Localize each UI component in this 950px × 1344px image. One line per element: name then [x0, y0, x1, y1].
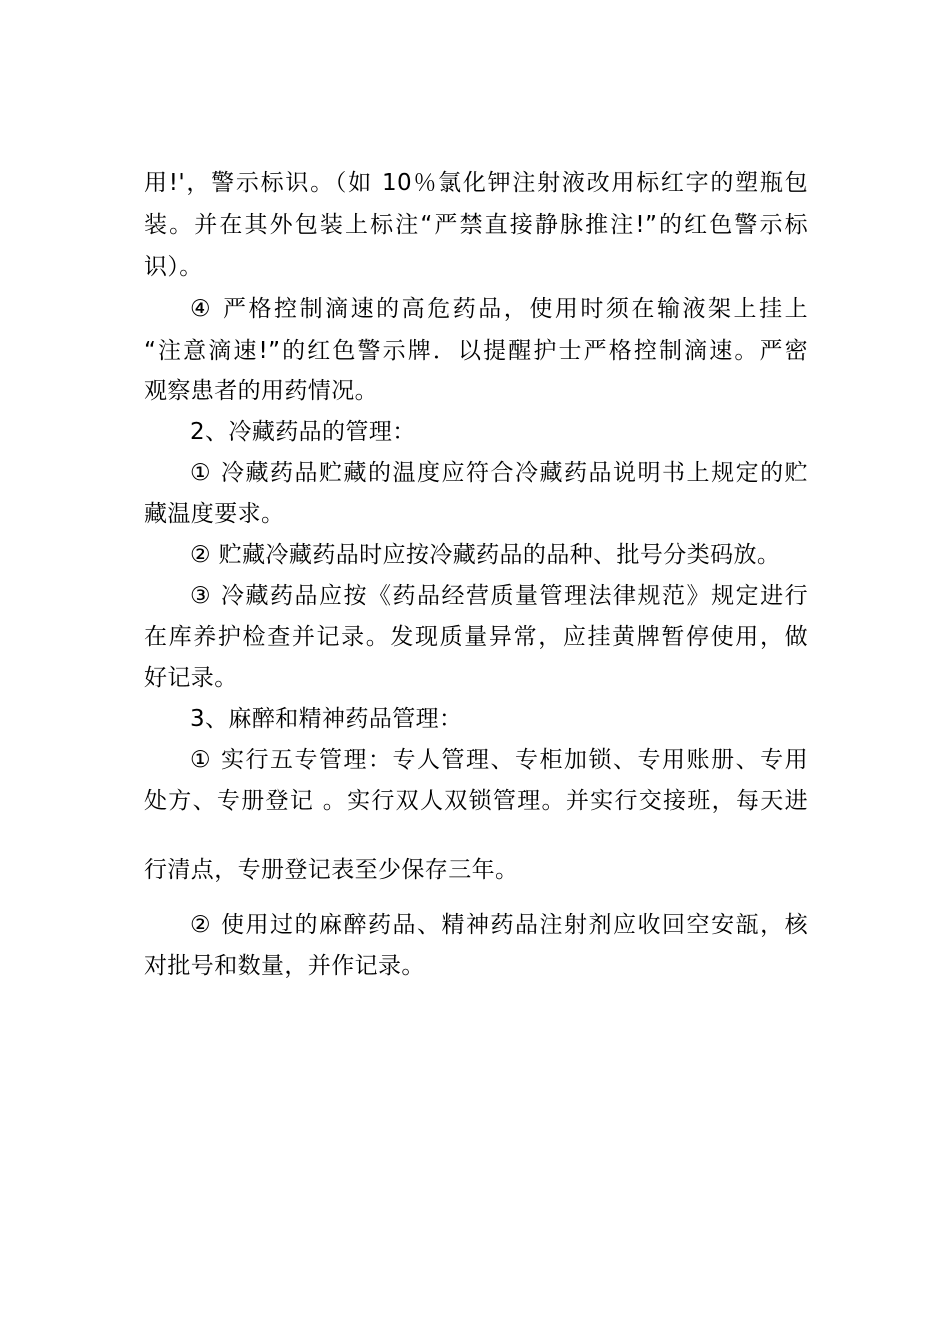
- text-line: ② 使用过的麻醉药品、精神药品注射剂应收回空安瓿，核: [190, 912, 808, 938]
- text-line: 行清点，专册登记表至少保存三年。: [144, 857, 519, 883]
- text-line: 装。并在其外包装上标注“严禁直接静脉推注!”的红色警示标: [144, 212, 808, 238]
- text-line: ④ 严格控制滴速的高危药品，使用时须在输液架上挂上: [190, 296, 808, 322]
- text-line: 用!'，警示标识。（如 10％氯化钾注射液改用标红字的塑瓶包: [144, 170, 808, 196]
- text-line: ① 实行五专管理：专人管理、专柜加锁、专用账册、专用: [190, 747, 808, 773]
- text-line: 识）。: [144, 254, 203, 280]
- text-line: ① 冷藏药品贮藏的温度应符合冷藏药品说明书上规定的贮: [190, 460, 808, 486]
- section-heading: 3、麻醉和精神药品管理：: [190, 706, 463, 732]
- text-line: ③ 冷藏药品应按《药品经营质量管理法律规范》规定进行: [190, 583, 808, 609]
- section-heading: 2、冷藏药品的管理：: [190, 419, 416, 445]
- text-line: 观察患者的用药情况。: [144, 378, 378, 404]
- text-line: 好记录。: [144, 665, 238, 691]
- text-line: ② 贮藏冷藏药品时应按冷藏药品的品种、批号分类码放。: [190, 542, 781, 568]
- text-line: 处方、专册登记 。实行双人双锁管理。并实行交接班，每天进: [144, 788, 808, 814]
- text-line: “注意滴速!”的红色警示牌．以提醒护士严格控制滴速。严密: [144, 338, 808, 364]
- text-line: 藏温度要求。: [144, 501, 285, 527]
- text-line: 对批号和数量，并作记录。: [144, 953, 425, 979]
- text-line: 在库养护检查并记录。发现质量异常，应挂黄牌暂停使用，做: [144, 624, 808, 650]
